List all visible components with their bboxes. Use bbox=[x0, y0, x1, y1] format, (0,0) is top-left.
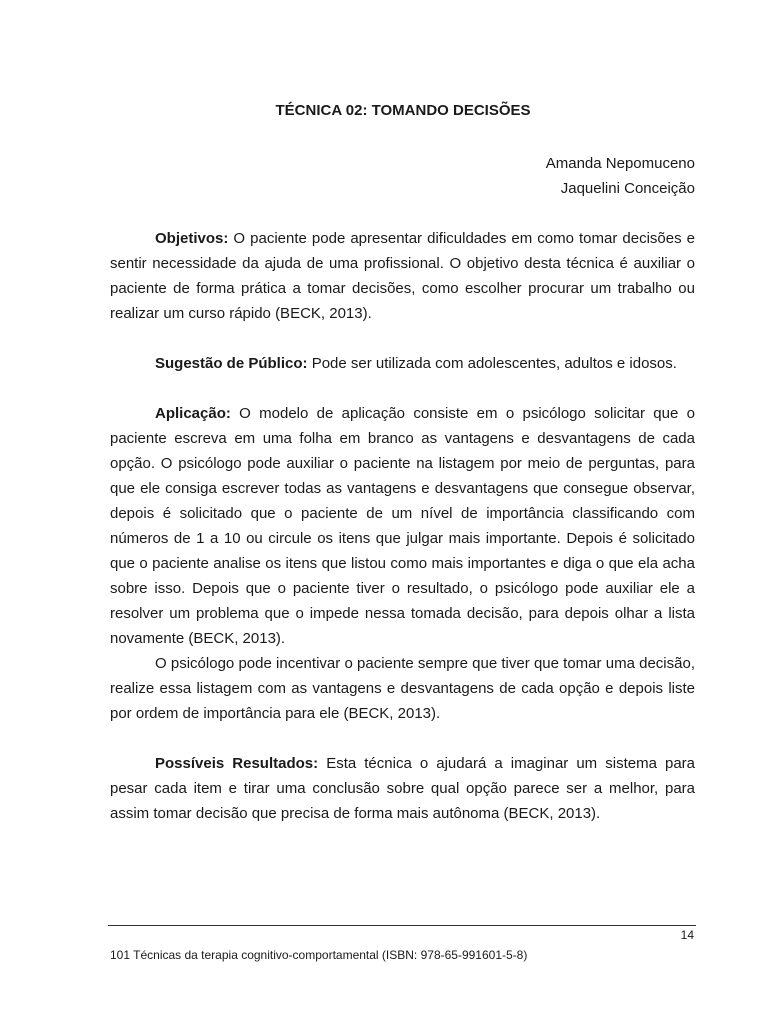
audience-paragraph bbox=[110, 351, 695, 376]
footer-divider bbox=[108, 925, 696, 926]
section-text: O paciente pode apresentar dificuldades em como tomar decisões e sentir necessidade da ajuda de uma profissional. O objetivo desta técnica é auxiliar o paciente de forma prática a tomar decisões, como escolher procurar um trabalho ou realizar um curso rápido (BECK, 2013). bbox=[110, 230, 695, 322]
application-continuation-paragraph: O psicólogo pode incentivar o paciente sempre que tiver que tomar uma decisão, realize essa listagem com as vantagens e desvantagens de cada opção e depois liste por ordem de importância para ele (BECK, 2013). bbox=[110, 655, 695, 722]
section-text: Esta técnica o ajudará a imaginar um sistema para pesar cada item e tirar uma conclusão sobre qual opção parece ser a melhor, para assim tomar decisão que precisa de forma mais autônoma (BECK, 2013). bbox=[110, 755, 695, 822]
author-name: Jaquelini Conceição bbox=[560, 180, 695, 197]
footer-citation: 101 Técnicas da terapia cognitivo-comportamental (ISBN: 978-65-991601-5-8) bbox=[110, 948, 528, 962]
section-label: Aplicação: bbox=[155, 405, 231, 422]
document-body bbox=[110, 226, 695, 826]
page-number: 14 bbox=[680, 928, 694, 942]
page-title: TÉCNICA 02: TOMANDO DECISÕES bbox=[275, 102, 531, 119]
section-label: Objetivos: bbox=[155, 230, 229, 247]
section-text: Pode ser utilizada com adolescentes, adultos e idosos. bbox=[311, 355, 677, 372]
section-label: Sugestão de Público: bbox=[155, 355, 308, 372]
authors bbox=[546, 151, 695, 201]
results-paragraph bbox=[110, 751, 695, 826]
section-label: Possíveis Resultados: bbox=[155, 755, 319, 772]
section-text: O modelo de aplicação consiste em o psicólogo solicitar que o paciente escreva em uma folha em branco as vantagens e desvantagens de cada opção. O psicólogo pode auxiliar o paciente na listagem por meio de perguntas, para que ele consiga escrever todas as vantagens e desvantagens que consegue observar, depois é solicitado que o paciente de um nível de importância classificando com números de 1 a 10 ou circule os itens que julgar mais importante. Depois é solicitado que o paciente analise os itens que listou como mais importantes e diga o que ela acha sobre isso. Depois que o paciente tiver o resultado, o psicólogo pode auxiliar ele a resolver um problema que o impede nessa tomada decisão, para depois olhar a lista novamente (BECK, 2013). bbox=[110, 405, 695, 647]
objectives-paragraph bbox=[110, 226, 695, 326]
author-name: Amanda Nepomuceno bbox=[545, 155, 695, 172]
application-paragraph bbox=[110, 401, 695, 651]
